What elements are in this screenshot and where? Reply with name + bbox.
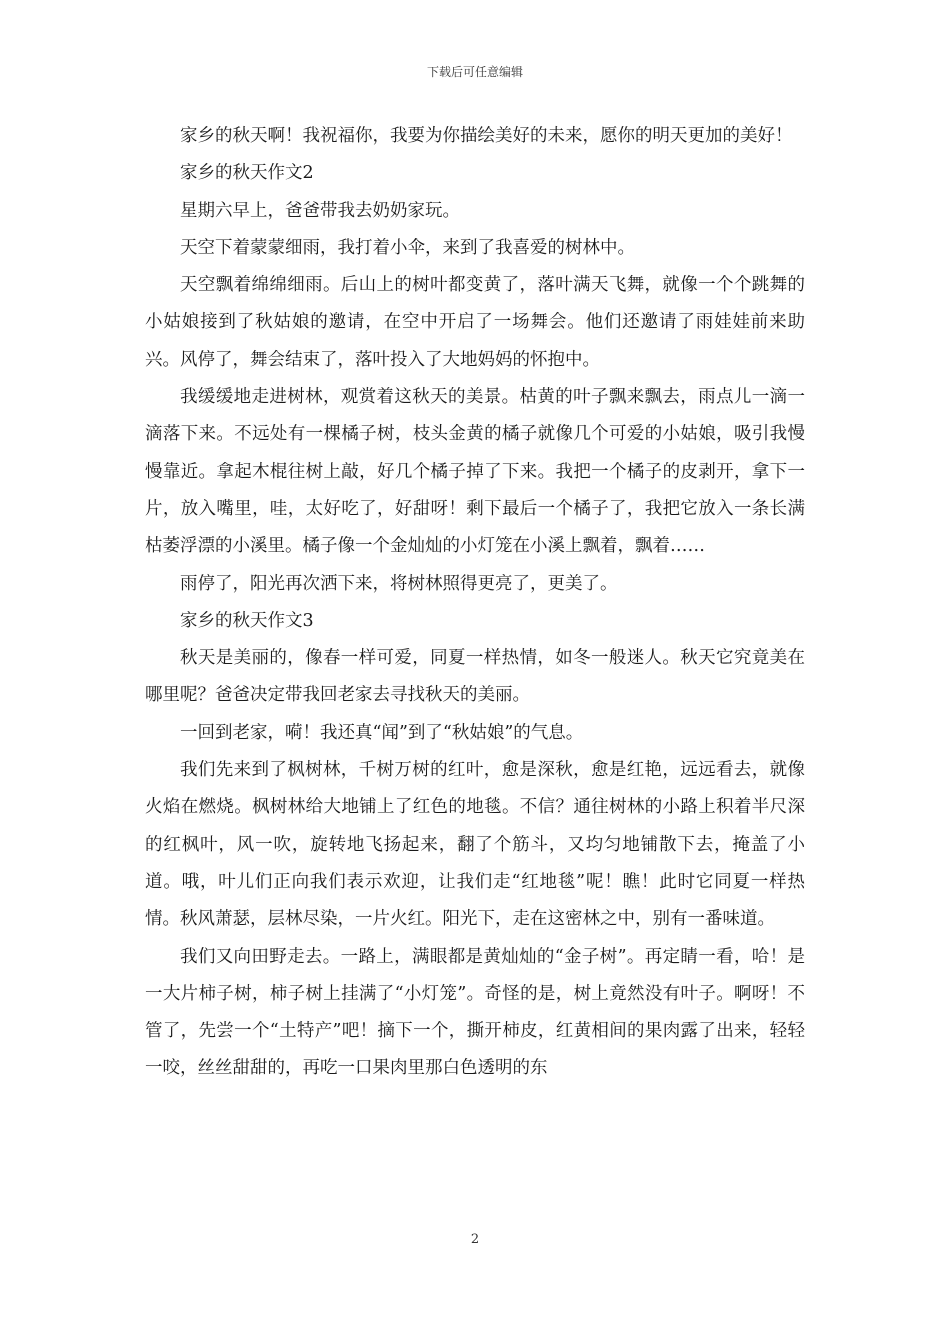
section-title: 家乡的秋天作文2 xyxy=(180,163,314,184)
paragraph: 我们又向田野走去。一路上，满眼都是黄灿灿的“金子树”。再定睛一看，哈！是一大片柿子树，柿子树上挂满了“小灯笼”。奇怪的是，树上竟然没有叶子。啊呀！不管了，先尝一个“土特产”吧！摘下一个，撕开柿皮，红黄相间的果肉露了出来，轻轻一咬，丝丝甜甜的，再吃一口果肉里那白色透明的东 xyxy=(145,946,805,1079)
document-body xyxy=(145,118,805,1088)
paragraph: 雨停了，阳光再次洒下来，将树林照得更亮了，更美了。 xyxy=(180,573,618,594)
paragraph: 我们先来到了枫树林，千树万树的红叶，愈是深秋，愈是红艳，远远看去，就像火焰在燃烧。枫树林给大地铺上了红色的地毯。不信？通往树林的小路上积着半尺深的红枫叶，风一吹，旋转地飞扬起来，翻了个筋斗，又均匀地铺散下去，掩盖了小道。哦，叶儿们正向我们表示欢迎，让我们走“红地毯”呢！瞧！此时它同夏一样热情。秋风萧瑟，层林尽染，一片火红。阳光下，走在这密林之中，别有一番味道。 xyxy=(145,760,805,930)
paragraph: 一回到老家，嗬！我还真“闻”到了“秋姑娘”的气息。 xyxy=(180,722,584,743)
section-title: 家乡的秋天作文3 xyxy=(180,610,314,631)
paragraph: 星期六早上，爸爸带我去奶奶家玩。 xyxy=(180,200,460,221)
paragraph: 家乡的秋天啊！我祝福你，我要为你描绘美好的未来，愿你的明天更加的美好！ xyxy=(180,126,793,146)
page-header: 下载后可任意编辑 xyxy=(426,65,523,79)
paragraph: 天空下着蒙蒙细雨，我打着小伞，来到了我喜爱的树林中。 xyxy=(180,237,635,258)
paragraph: 我缓缓地走进树林，观赏着这秋天的美景。枯黄的叶子飘来飘去，雨点儿一滴一滴落下来。不远处有一棵橘子树，枝头金黄的橘子就像几个可爱的小姑娘，吸引我慢慢靠近。拿起木棍往树上敲，好几个橘子掉了下来。我把一个橘子的皮剥开，拿下一片，放入嘴里，哇，太好吃了，好甜呀！剩下最后一个橘子了，我把它放入一条长满枯萎浮漂的小溪里。橘子像一个金灿灿的小灯笼在小溪上飘着，飘着…… xyxy=(145,387,805,557)
page-number: 2 xyxy=(470,1232,480,1247)
paragraph: 天空飘着绵绵细雨。后山上的树叶都变黄了，落叶满天飞舞，就像一个个跳舞的小姑娘接到了秋姑娘的邀请，在空中开启了一场舞会。他们还邀请了雨娃娃前来助兴。风停了，舞会结束了，落叶投入了大地妈妈的怀抱中。 xyxy=(145,275,805,370)
paragraph: 秋天是美丽的，像春一样可爱，同夏一样热情，如冬一般迷人。秋天它究竟美在哪里呢？爸爸决定带我回老家去寻找秋天的美丽。 xyxy=(145,648,805,706)
